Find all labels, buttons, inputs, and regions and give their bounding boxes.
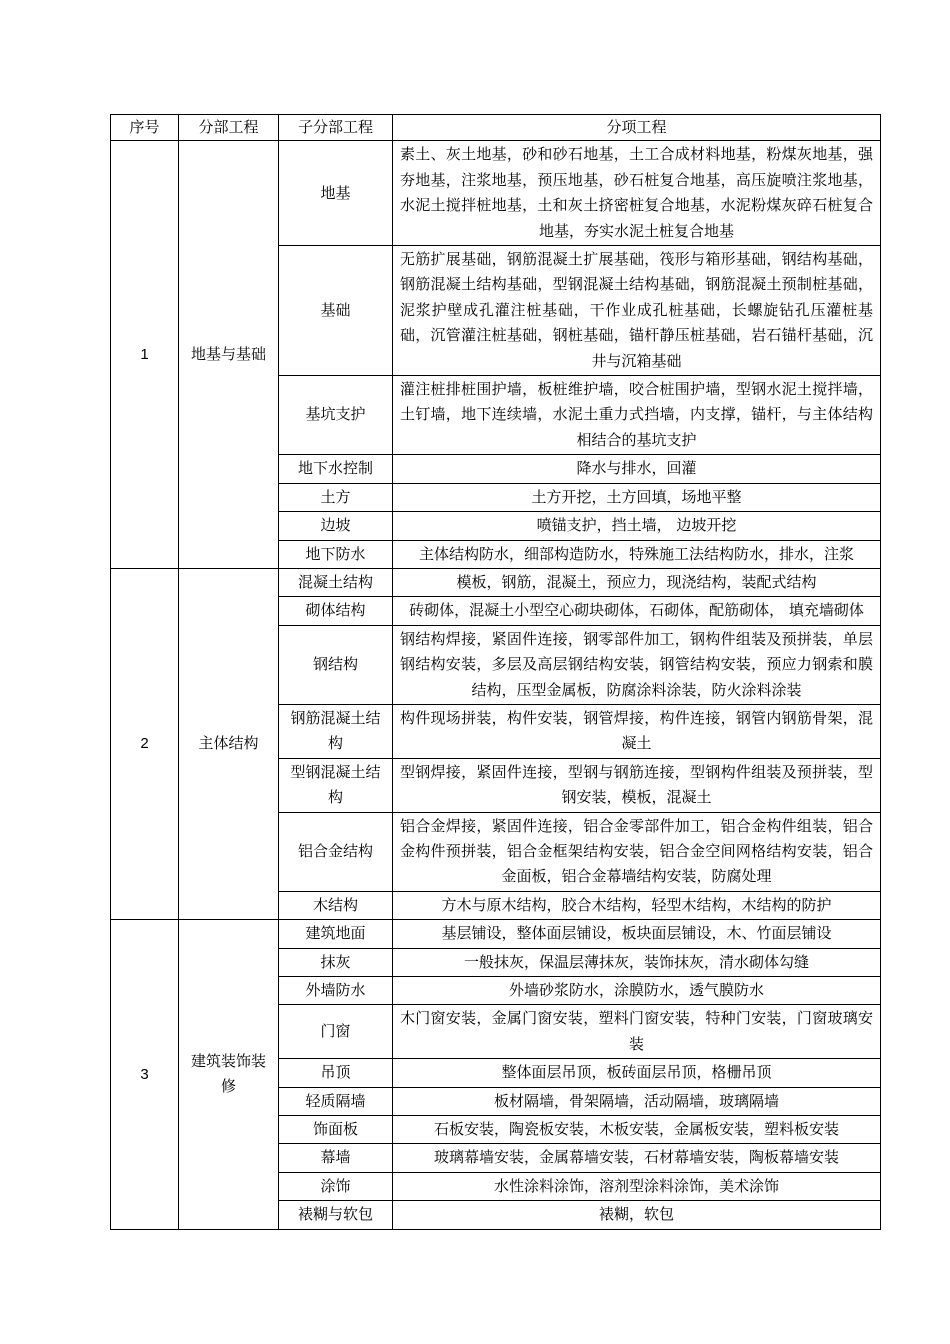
- sub-item-list: 构件现场拼装，构件安装，钢管焊接，构件连接，钢管内钢筋骨架，混凝土: [393, 704, 881, 758]
- sub-item-list: 外墙砂浆防水，涂膜防水，透气膜防水: [393, 977, 881, 1005]
- header-division: 分部工程: [179, 115, 279, 141]
- sub-division-name: 地下防水: [279, 540, 393, 568]
- sub-item-list: 木门窗安装，金属门窗安装，塑料门窗安装，特种门安装，门窗玻璃安装: [393, 1005, 881, 1059]
- sub-division-name: 幕墙: [279, 1144, 393, 1172]
- sub-division-name: 裱糊与软包: [279, 1201, 393, 1229]
- division-number: 3: [111, 920, 179, 1229]
- sub-item-list: 喷锚支护，挡土墙， 边坡开挖: [393, 512, 881, 540]
- table-row: [111, 568, 881, 596]
- sub-item-list: 裱糊，软包: [393, 1201, 881, 1229]
- sub-division-name: 铝合金结构: [279, 812, 393, 891]
- division-name: 主体结构: [179, 568, 279, 919]
- sub-division-name: 地基: [279, 141, 393, 246]
- sub-item-list: 整体面层吊顶，板砖面层吊顶，格栅吊顶: [393, 1059, 881, 1087]
- header-seq: 序号: [111, 115, 179, 141]
- sub-item-list: 土方开挖，土方回填，场地平整: [393, 483, 881, 511]
- sub-division-name: 型钢混凝土结构: [279, 758, 393, 812]
- division-number: 2: [111, 568, 179, 919]
- sub-division-name: 基坑支护: [279, 376, 393, 455]
- sub-item-list: 砖砌体，混凝土小型空心砌块砌体，石砌体，配筋砌体， 填充墙砌体: [393, 597, 881, 625]
- sub-item-list: 型钢焊接，紧固件连接，型钢与钢筋连接，型钢构件组装及预拼装，型钢安装，模板，混凝土: [393, 758, 881, 812]
- sub-item-list: 方木与原木结构，胶合木结构，轻型木结构，木结构的防护: [393, 891, 881, 919]
- sub-division-name: 吊顶: [279, 1059, 393, 1087]
- sub-division-name: 地下水控制: [279, 455, 393, 483]
- sub-item-list: 基层铺设，整体面层铺设，板块面层铺设，木、竹面层铺设: [393, 920, 881, 948]
- division-number: 1: [111, 141, 179, 569]
- sub-division-name: 涂饰: [279, 1172, 393, 1200]
- table-row: [111, 141, 881, 246]
- sub-division-name: 木结构: [279, 891, 393, 919]
- sub-item-list: 主体结构防水，细部构造防水，特殊施工法结构防水，排水，注浆: [393, 540, 881, 568]
- sub-item-list: 水性涂料涂饰，溶剂型涂料涂饰，美术涂饰: [393, 1172, 881, 1200]
- sub-division-name: 土方: [279, 483, 393, 511]
- sub-item-list: 钢结构焊接，紧固件连接，钢零部件加工，钢构件组装及预拼装，单层钢结构安装，多层及高层钢结构安装，钢管结构安装，预应力钢索和膜结构，压型金属板，防腐涂料涂装，防火涂料涂装: [393, 625, 881, 704]
- header-sub-item: 分项工程: [393, 115, 881, 141]
- table-body: [111, 141, 881, 1229]
- sub-item-list: 素土、灰土地基，砂和砂石地基，土工合成材料地基，粉煤灰地基，强夯地基，注浆地基，预压地基，砂石桩复合地基，高压旋喷注浆地基，水泥土搅拌桩地基，土和灰土挤密桩复合地基，水泥粉煤灰碎石桩复合地基，夯实水泥土桩复合地基: [393, 141, 881, 246]
- sub-item-list: 无筋扩展基础，钢筋混凝土扩展基础，筏形与箱形基础，钢结构基础，钢筋混凝土结构基础，型钢混凝土结构基础，钢筋混凝土预制桩基础，泥浆护壁成孔灌注桩基础，干作业成孔桩基础，长螺旋钻孔压灌桩基础，沉管灌注桩基础，钢桩基础，锚杆静压桩基础，岩石锚杆基础，沉井与沉箱基础: [393, 246, 881, 376]
- header-sub-division: 子分部工程: [279, 115, 393, 141]
- sub-division-name: 轻质隔墙: [279, 1087, 393, 1115]
- sub-item-list: 降水与排水，回灌: [393, 455, 881, 483]
- sub-division-name: 外墙防水: [279, 977, 393, 1005]
- sub-division-name: 基础: [279, 246, 393, 376]
- sub-division-name: 边坡: [279, 512, 393, 540]
- sub-division-name: 砌体结构: [279, 597, 393, 625]
- sub-division-name: 饰面板: [279, 1116, 393, 1144]
- sub-item-list: 铝合金焊接，紧固件连接，铝合金零部件加工，铝合金构件组装，铝合金构件预拼装，铝合金框架结构安装，铝合金空间网格结构安装，铝合金面板，铝合金幕墙结构安装，防腐处理: [393, 812, 881, 891]
- table-header-row: [111, 115, 881, 141]
- sub-item-list: 一般抹灰，保温层薄抹灰，装饰抹灰，清水砌体勾缝: [393, 948, 881, 976]
- sub-item-list: 灌注桩排桩围护墙，板桩维护墙，咬合桩围护墙，型钢水泥土搅拌墙，土钉墙，地下连续墙，水泥土重力式挡墙，内支撑，锚杆，与主体结构相结合的基坑支护: [393, 376, 881, 455]
- division-name: 建筑装饰装修: [179, 920, 279, 1229]
- sub-division-name: 钢结构: [279, 625, 393, 704]
- sub-division-name: 抹灰: [279, 948, 393, 976]
- engineering-division-table: [110, 114, 881, 1230]
- sub-item-list: 玻璃幕墙安装，金属幕墙安装，石材幕墙安装，陶板幕墙安装: [393, 1144, 881, 1172]
- table-row: [111, 920, 881, 948]
- sub-item-list: 模板，钢筋，混凝土，预应力，现浇结构，装配式结构: [393, 568, 881, 596]
- sub-division-name: 混凝土结构: [279, 568, 393, 596]
- sub-division-name: 门窗: [279, 1005, 393, 1059]
- sub-division-name: 建筑地面: [279, 920, 393, 948]
- sub-item-list: 石板安装，陶瓷板安装，木板安装，金属板安装，塑料板安装: [393, 1116, 881, 1144]
- sub-division-name: 钢筋混凝土结构: [279, 704, 393, 758]
- division-name: 地基与基础: [179, 141, 279, 569]
- sub-item-list: 板材隔墙，骨架隔墙，活动隔墙，玻璃隔墙: [393, 1087, 881, 1115]
